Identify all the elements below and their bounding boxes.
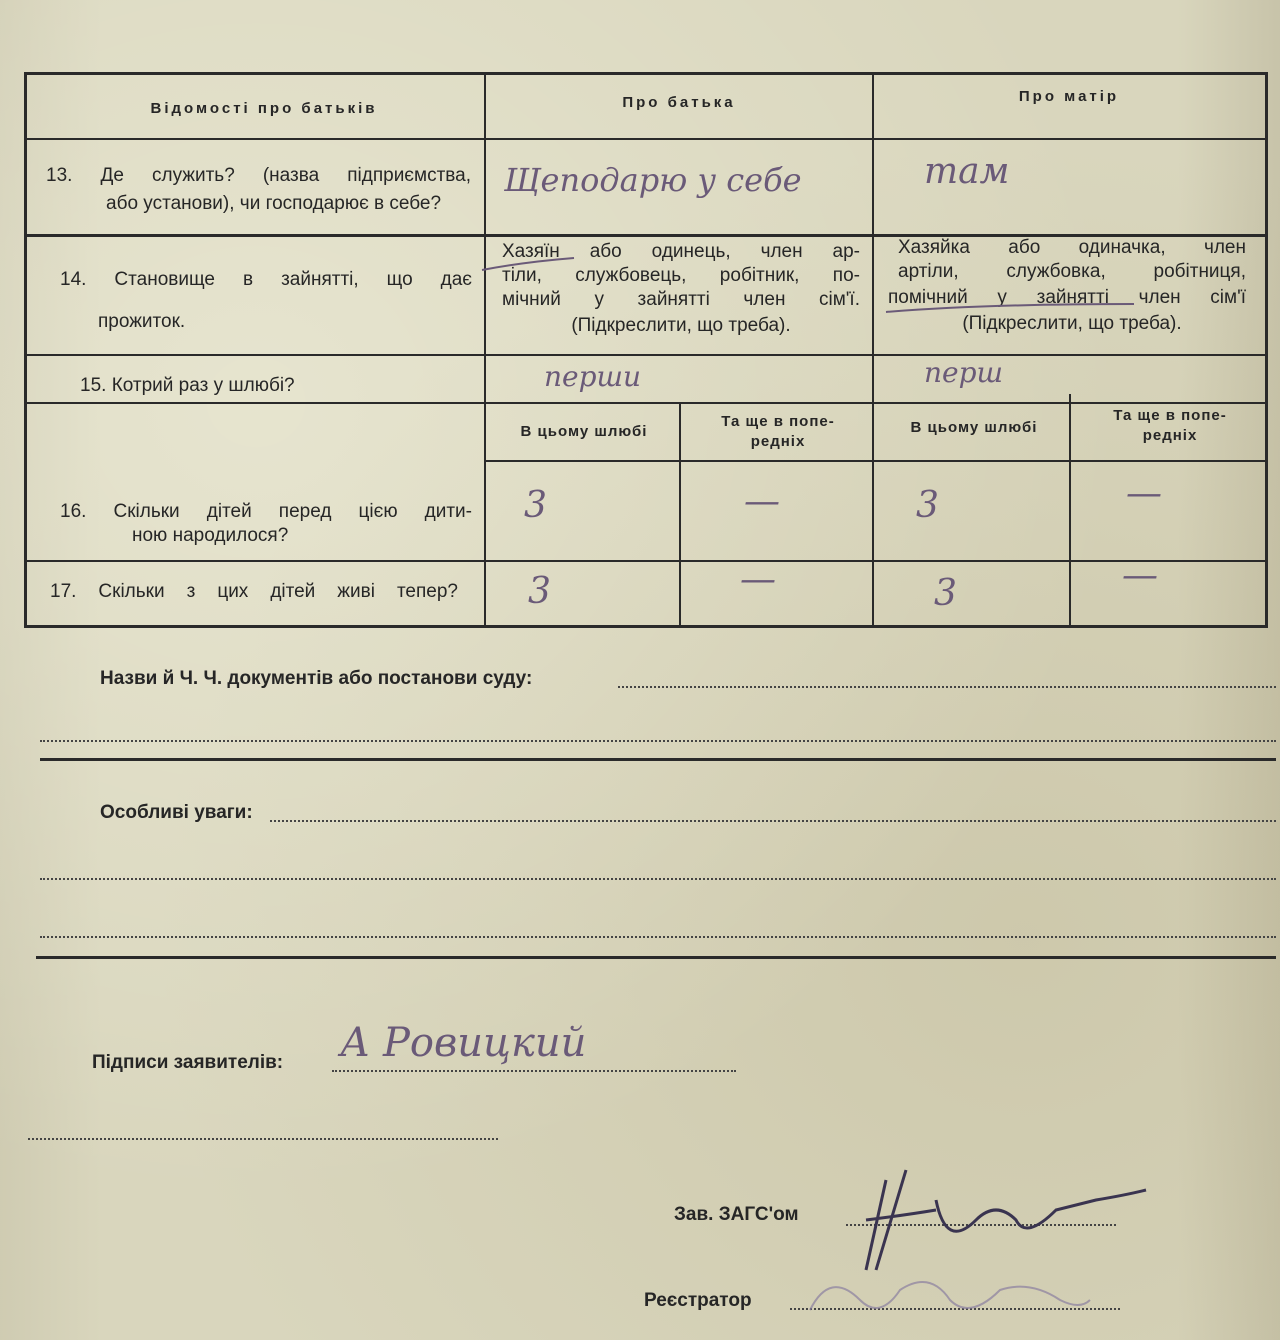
answer-17-mother-prev: — [1122,555,1158,596]
answer-15-father: перши [544,360,642,393]
a14-mother-line2: артіли, службовка, робітниця, [898,261,1246,282]
q16-line2: ною народилося? [132,525,289,546]
remarks-label: Особливі уваги: [100,802,253,823]
q13-line2: або установи), чи господарює в себе? [106,193,442,214]
answer-16-father-this: 3 [524,485,547,526]
answer-17-father-this: 3 [528,571,551,612]
q14-line1: 14. Становище в зайнятті, що дає [60,269,472,290]
documents-field-line1[interactable] [618,686,1276,688]
remarks-field-line1[interactable] [270,820,1276,822]
a14-father-line4: (Підкреслити, що треба). [571,315,791,336]
header-mother: Про матір [1018,88,1120,105]
underline-mother-hazyaika [886,304,1134,312]
a14-mother-line3: помічний у зайнятті член сім'ї [888,287,1246,308]
section-divider-2 [36,956,1276,959]
applicants-signature-line2[interactable] [28,1138,498,1140]
registrar-label: Реєстратор [644,1290,752,1311]
subheader-mother-prev-2: редніх [1142,427,1198,444]
remarks-field-line2[interactable] [40,878,1276,880]
answer-15-mother: перш [924,356,1004,389]
documents-field-line2[interactable] [40,740,1276,742]
subheader-father-prev-2: редніх [750,433,806,450]
answer-13-mother: там [924,151,1010,192]
header-father: Про батька [622,94,736,111]
underline-father-hazyain [482,258,574,270]
q16-line1: 16. Скільки дітей перед цією дити- [60,501,472,522]
answer-13-father: Щеподарю у себе [504,161,802,199]
remarks-field-line3[interactable] [40,936,1276,938]
answer-17-father-prev: — [740,559,776,600]
applicant-signature: А Ровицкий [340,1020,587,1066]
q14-line2: прожиток. [98,311,186,332]
answer-16-father-prev: — [744,481,780,522]
a14-father-line2: тіли, службовець, робітник, по- [502,265,860,286]
subheader-mother-this: В цьому шлюбі [910,419,1038,436]
answer-16-mother-prev: — [1126,473,1162,514]
a14-father-line3: мічний у зайнятті член сім'ї. [502,289,860,310]
q15: 15. Котрий раз у шлюбі? [80,375,295,396]
a14-father-line1: Хазяїн або одинець, член ар- [502,241,860,262]
q17: 17. Скільки з цих дітей живі тепер? [50,581,458,602]
documents-label: Назви й Ч. Ч. документів або постанови суду: [100,668,533,689]
subheader-father-this: В цьому шлюбі [520,423,648,440]
header-parents-info: Відомості про батьків [150,100,378,117]
answer-17-mother-this: 3 [934,573,957,614]
applicants-signature-line[interactable] [332,1070,736,1072]
parents-info-table [24,72,1268,628]
a14-mother-line1: Хазяйка або одиначка, член [898,237,1246,258]
registrar-signature [800,1260,1100,1330]
applicants-signatures-label: Підписи заявителів: [92,1052,284,1073]
subheader-father-prev-1: Та ще в попе- [721,413,835,430]
head-of-registry-label: Зав. ЗАГС'ом [674,1204,799,1225]
subheader-mother-prev-1: Та ще в попе- [1113,407,1227,424]
section-divider-1 [40,758,1276,761]
answer-16-mother-this: 3 [916,485,939,526]
a14-mother-line4: (Підкреслити, що треба). [962,313,1182,334]
q13-line1: 13. Де служить? (назва підприємства, [46,165,471,186]
